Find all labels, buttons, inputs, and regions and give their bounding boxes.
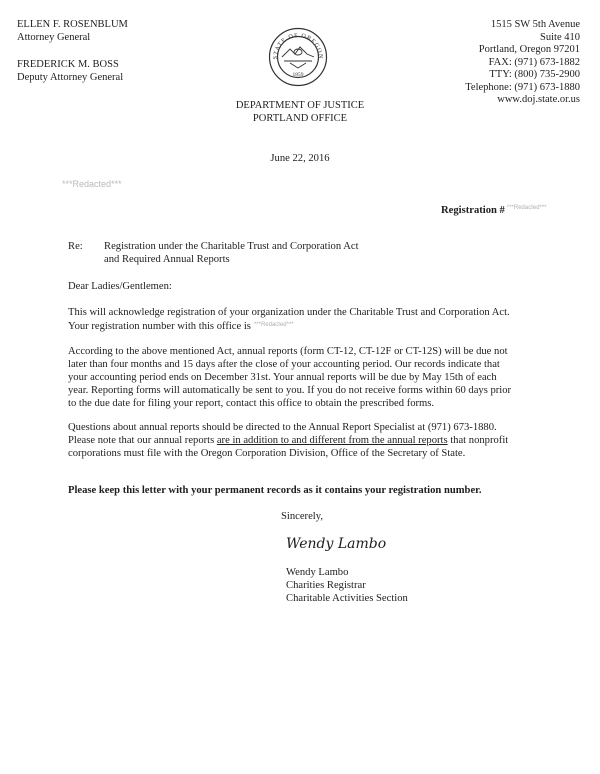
header-officials xyxy=(17,19,128,84)
paragraph-1-line-2: Your registration number with this office is xyxy=(68,321,251,332)
address-city: Portland, Oregon 97201 xyxy=(478,44,580,55)
address-street: 1515 SW 5th Avenue xyxy=(490,19,580,30)
letter-date: June 22, 2016 xyxy=(270,153,330,164)
deputy-attorney-general-title: Deputy Attorney General xyxy=(17,71,124,83)
paragraph-acknowledgement xyxy=(68,306,538,333)
office-name: PORTLAND OFFICE xyxy=(252,112,348,124)
paragraph-2-line-3: your accounting period ends on December 31st. Your annual reports will be due by May 15th of each xyxy=(68,372,497,383)
address-suite: Suite 410 xyxy=(540,31,580,43)
paragraph-questions xyxy=(68,421,538,460)
paragraph-2-line-5: to the due date for filing your report, contact this office to obtain the prescribed forms. xyxy=(68,398,435,409)
attorney-general-name: ELLEN F. ROSENBLUM xyxy=(17,19,128,30)
re-label: Re: xyxy=(68,241,83,252)
header-contact xyxy=(465,19,580,107)
handwritten-signature: Wendy Lambo xyxy=(286,536,387,552)
re-subject-line-2: and Required Annual Reports xyxy=(104,254,230,265)
seal-top-text: STATE OF OREGON xyxy=(272,32,324,60)
telephone-number: Telephone: (971) 673-1880 xyxy=(465,81,580,93)
deputy-attorney-general-name: FREDERICK M. BOSS xyxy=(17,59,119,70)
closing: Sincerely, xyxy=(281,511,323,522)
paragraph-3-underlined-text: are in addition to and different from the annual reports xyxy=(216,435,448,446)
signer-section: Charitable Activities Section xyxy=(286,593,408,604)
registration-label: Registration # xyxy=(441,205,505,216)
paragraph-3-line-3: corporations must file with the Oregon Corporation Division, Office of the Secretary of State. xyxy=(68,448,466,459)
oregon-state-seal xyxy=(268,27,328,87)
redacted-recipient: ***Redacted*** xyxy=(62,179,122,189)
re-subject-line-1: Registration under the Charitable Trust and Corporation Act xyxy=(104,241,359,252)
paragraph-1-redacted-mark: ***Redacted*** xyxy=(253,322,294,328)
svg-text:STATE OF OREGON xyxy=(273,33,323,60)
signature-block xyxy=(286,566,408,605)
department-name: DEPARTMENT OF JUSTICE xyxy=(235,100,365,111)
attorney-general-title: Attorney General xyxy=(17,31,91,43)
paragraph-1-line-1: This will acknowledge registration of your organization under the Charitable Trust and Corporation Act. xyxy=(68,307,510,318)
signer-name: Wendy Lambo xyxy=(286,567,349,578)
paragraph-2-line-2: later than four months and 15 days after the close of your accounting period. Our records indicate that xyxy=(68,359,500,370)
registration-redacted-mark: ***Redacted*** xyxy=(506,205,547,211)
keep-records-notice: Please keep this letter with your permanent records as it contains your registration number. xyxy=(68,485,482,496)
paragraph-2-line-4: year. Reporting forms will automatically be sent to you. If you do not receive forms within 60 days prior xyxy=(68,385,512,396)
seal-year: 1859 xyxy=(292,72,304,78)
tty-number: TTY: (800) 735-2900 xyxy=(489,69,580,80)
paragraph-3-line-2-end: that nonprofit xyxy=(447,435,509,446)
salutation: Dear Ladies/Gentlemen: xyxy=(68,281,172,292)
registration-number xyxy=(441,202,547,217)
website-link[interactable]: www.doj.state.or.us xyxy=(497,94,580,105)
re-subject xyxy=(104,240,359,266)
signer-title: Charities Registrar xyxy=(286,580,366,591)
paragraph-3-line-1: Questions about annual reports should be directed to the Annual Report Specialist at (971) 673-1880. xyxy=(68,422,497,433)
paragraph-reporting xyxy=(68,345,538,410)
fax-number: FAX: (971) 673-1882 xyxy=(488,56,580,68)
paragraph-3-line-2-start: Please note that our annual reports xyxy=(68,435,217,446)
department-heading xyxy=(0,100,600,125)
paragraph-2-line-1: According to the above mentioned Act, annual reports (form CT-12, CT-12F or CT-12S) will be due not xyxy=(68,346,508,357)
